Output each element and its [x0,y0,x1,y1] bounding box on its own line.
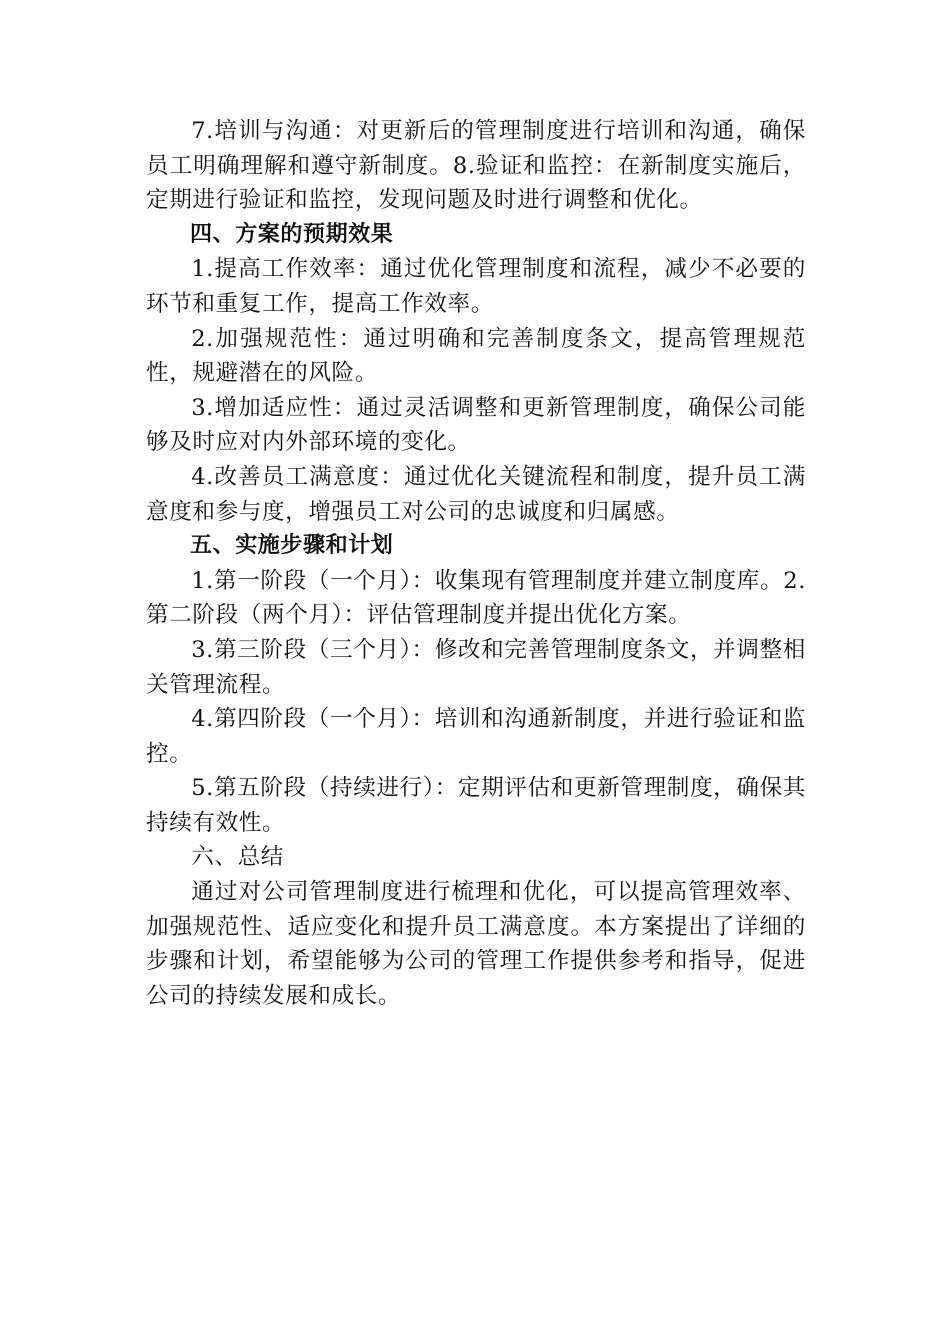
section-heading-4: 四、方案的预期效果 [190,221,394,247]
paragraph-phase-4: 4.第四阶段（一个月）：培训和沟通新制度，并进行验证和监控。 [146,706,806,767]
paragraph-effect-4: 4.改善员工满意度：通过优化关键流程和制度，提升员工满意度和参与度，增强员工对公司的忠诚度和归属感。 [146,463,806,525]
paragraph-training-validation: 7.培训与沟通：对更新后的管理制度进行培训和沟通，确保员工明确理解和遵守新制度。8.验证和监控：在新制度实施后，定期进行验证和监控，发现问题及时进行调整和优化。 [146,118,806,214]
paragraph-phase-3: 3.第三阶段（三个月）：修改和完善管理制度条文，并调整相关管理流程。 [146,636,806,698]
paragraph-effect-2: 2.加强规范性：通过明确和完善制度条文，提高管理规范性，规避潜在的风险。 [146,325,806,387]
section-heading-6: 六、总结 [191,844,284,871]
paragraph-summary: 通过对公司管理制度进行梳理和优化，可以提高管理效率、加强规范性、适应变化和提升员工满意度。本方案提出了详细的步骤和计划，希望能够为公司的管理工作提供参考和指导，促进公司的持续发展和成长。 [146,879,806,1009]
paragraph-effect-1: 1.提高工作效率：通过优化管理制度和流程，减少不必要的环节和重复工作，提高工作效率。 [146,256,806,317]
section-heading-5: 五、实施步骤和计划 [190,533,394,559]
paragraph-phase-1-2: 1.第一阶段（一个月）：收集现有管理制度并建立制度库。2.第二阶段（两个月）：评估管理制度并提出优化方案。 [146,567,806,629]
document-page [146,114,806,1013]
paragraph-phase-5: 5.第五阶段（持续进行）：定期评估和更新管理制度，确保其持续有效性。 [146,775,806,836]
paragraph-effect-3: 3.增加适应性：通过灵活调整和更新管理制度，确保公司能够及时应对内外部环境的变化。 [146,394,806,456]
